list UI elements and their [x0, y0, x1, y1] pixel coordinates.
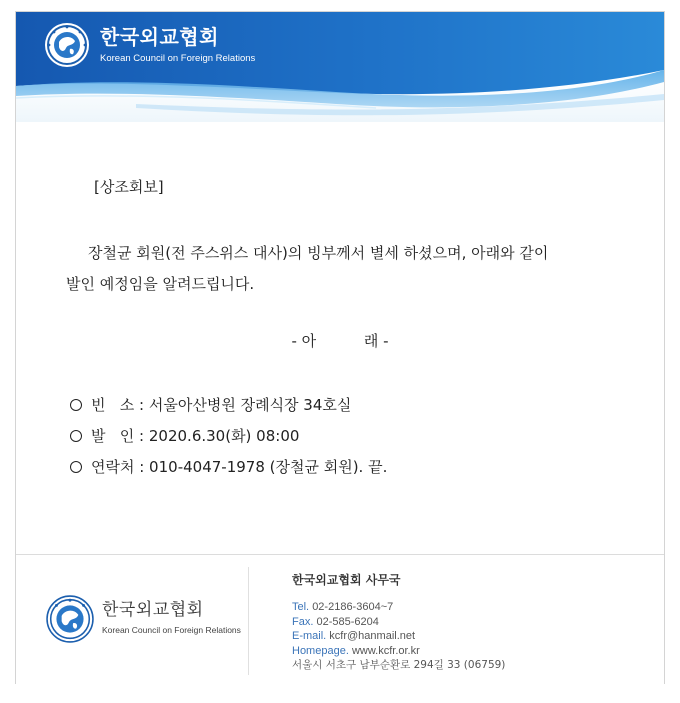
notice-title: [상조회보] — [94, 178, 164, 196]
tel-label: Tel. — [292, 601, 310, 613]
detail-row-venue — [70, 390, 387, 421]
fax-label: Fax. — [292, 615, 314, 628]
circle-bullet-icon — [70, 461, 82, 473]
kcfr-seal-icon — [46, 595, 94, 643]
header-banner — [16, 12, 664, 122]
detail-text: 빈 소 : 서울아산병원 장례식장 34호실 — [91, 396, 352, 414]
circle-bullet-icon — [70, 430, 82, 442]
office-name: 한국외교협회 사무국 — [292, 573, 401, 587]
footer-org-name-kr: 한국외교협회 — [102, 600, 204, 620]
newsletter-frame — [15, 11, 665, 684]
footer-brand — [102, 599, 241, 635]
homepage-label: Homepage. — [292, 644, 349, 657]
tel-line — [292, 600, 505, 615]
detail-text: 연락처 : 010-4047-1978 (장철균 회원). 끝. — [91, 458, 388, 476]
paragraph-line-2: 발인 예정임을 알려드립니다. — [66, 275, 255, 293]
fax-line — [292, 615, 505, 630]
header-org-name-en: Korean Council on Foreign Relations — [100, 53, 256, 64]
header-org-name-kr: 한국외교협회 — [100, 25, 219, 49]
footer-divider — [248, 567, 249, 675]
email-label: E-mail. — [292, 630, 327, 642]
footer-org-name-en: Korean Council on Foreign Relations — [102, 625, 241, 635]
contact-info — [292, 600, 505, 673]
tel-value: 02-2186-3604~7 — [312, 601, 394, 613]
header-brand — [100, 24, 255, 66]
address: 서울시 서초구 남부순환로 294길 33 (06759) — [292, 659, 506, 671]
fax-value: 02-585-6204 — [316, 615, 379, 628]
detail-list — [70, 390, 387, 483]
detail-text: 발 인 : 2020.6.30(화) 08:00 — [91, 427, 300, 445]
footer — [16, 554, 664, 684]
email-line — [292, 629, 505, 644]
kcfr-seal-icon — [44, 22, 90, 68]
section-separator: - 아 래 - — [291, 332, 389, 350]
homepage-line — [292, 644, 505, 659]
homepage-link[interactable]: www.kcfr.or.kr — [351, 644, 420, 657]
notice-paragraph — [66, 238, 626, 300]
detail-row-contact — [70, 452, 387, 483]
detail-row-departure — [70, 421, 387, 452]
email-link[interactable]: kcfr@hanmail.net — [329, 630, 416, 642]
circle-bullet-icon — [70, 399, 82, 411]
paragraph-line-1: 장철균 회원(전 주스위스 대사)의 빙부께서 별세 하셨으며, 아래와 같이 — [88, 244, 549, 262]
